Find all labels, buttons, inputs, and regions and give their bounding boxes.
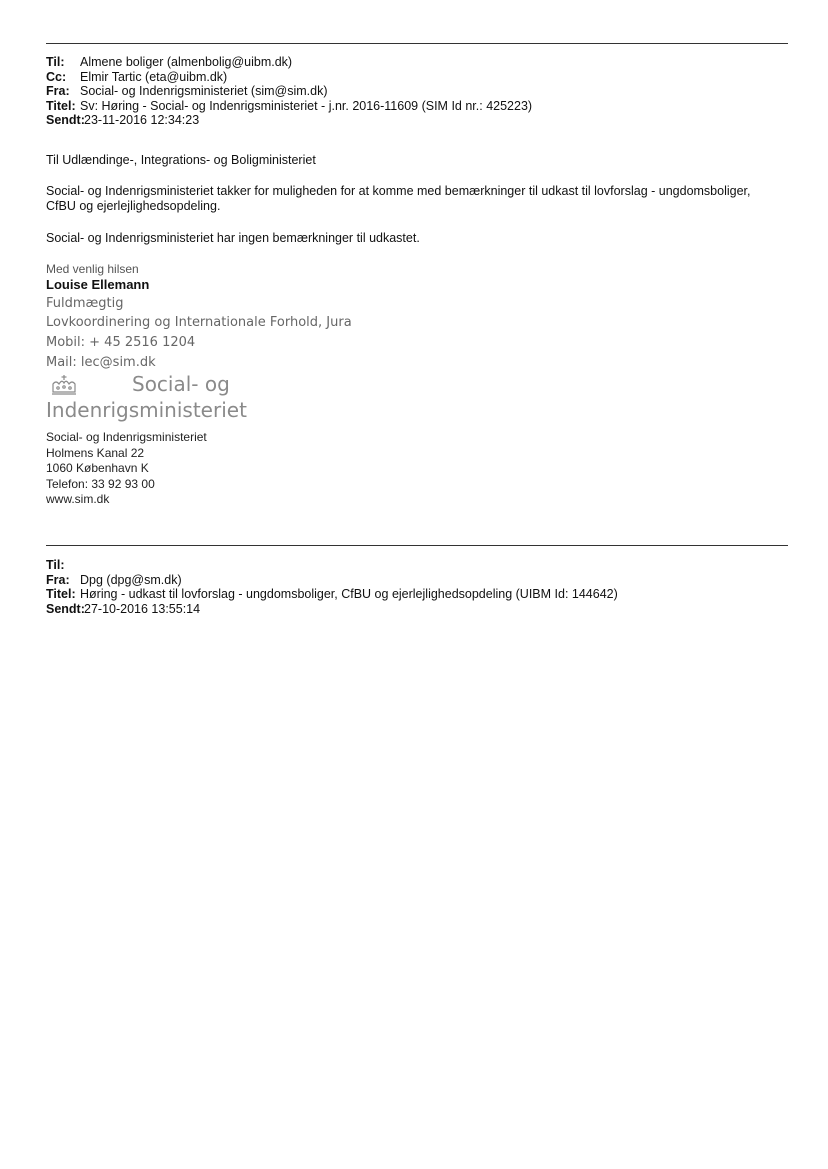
header-from: [46, 573, 618, 588]
signature-address: [46, 430, 207, 508]
header-to: [46, 55, 532, 70]
signature-mail: Mail: lec@sim.dk: [46, 355, 156, 370]
address-org: Social- og Indenrigsministeriet: [46, 430, 207, 444]
header-value: Høring - udkast til lovforslag - ungdomsboliger, CfBU og ejerlejlighedsopdeling (UIBM Id: 144642): [80, 587, 618, 601]
signature-department: Lovkoordinering og Internationale Forhold, Jura: [46, 315, 352, 330]
separator-rule: [46, 43, 788, 44]
header-sent: [46, 602, 618, 617]
address-city: 1060 København K: [46, 461, 149, 475]
header-from: [46, 84, 532, 99]
signature-title: Fuldmægtig: [46, 296, 124, 311]
address-phone: Telefon: 33 92 93 00: [46, 476, 155, 491]
header-cc: [46, 70, 532, 85]
header-value: Almene boliger (almenbolig@uibm.dk): [80, 55, 293, 69]
crown-icon: [50, 374, 78, 398]
header-value: 23-11-2016 12:34:23: [84, 113, 200, 127]
email-body-paragraph-1: Social- og Indenrigsministeriet takker for muligheden for at komme med bemærkninger til udkast til lovforslag - ungdomsboliger, CfBU og ejerlejlighedsopdeling.: [46, 184, 751, 213]
signature-closing: Med venlig hilsen: [46, 262, 139, 276]
header-label: Titel:: [46, 98, 76, 113]
signature-name: Louise Ellemann: [46, 277, 150, 292]
email1-headers: [46, 55, 532, 128]
header-sent: [46, 113, 532, 128]
logo-text-line2: Indenrigsministeriet: [46, 398, 247, 422]
header-value: 27-10-2016 13:55:14: [84, 601, 201, 616]
header-label: Til:: [46, 558, 65, 572]
header-title: [46, 99, 532, 114]
address-web: www.sim.dk: [46, 492, 110, 506]
email2-headers: [46, 558, 618, 616]
separator-rule: [46, 545, 788, 546]
header-label: Til:: [46, 55, 65, 69]
header-label: Sendt:: [46, 601, 85, 616]
header-value: Sv: Høring - Social- og Indenrigsministeriet - j.nr. 2016-11609 (SIM Id nr.: 425223): [80, 98, 533, 113]
email-greeting: Til Udlændinge-, Integrations- og Boligministeriet: [46, 153, 316, 167]
header-label: Cc:: [46, 69, 67, 84]
header-title: [46, 587, 618, 602]
header-value: Elmir Tartic (eta@uibm.dk): [80, 69, 228, 84]
logo-text-line1: Social- og: [132, 372, 230, 396]
ministry-logo: [46, 372, 266, 424]
address-street: Holmens Kanal 22: [46, 445, 145, 460]
header-label: Fra:: [46, 572, 70, 587]
header-value: Social- og Indenrigsministeriet (sim@sim.dk): [80, 84, 328, 98]
header-label: Titel:: [46, 587, 76, 601]
header-label: Fra:: [46, 84, 70, 98]
header-label: Sendt:: [46, 113, 85, 127]
email-body-paragraph-2: Social- og Indenrigsministeriet har ingen bemærkninger til udkastet.: [46, 231, 420, 245]
header-to: [46, 558, 618, 573]
header-value: Dpg (dpg@sm.dk): [80, 572, 182, 587]
signature-mobile: Mobil: + 45 2516 1204: [46, 335, 196, 350]
